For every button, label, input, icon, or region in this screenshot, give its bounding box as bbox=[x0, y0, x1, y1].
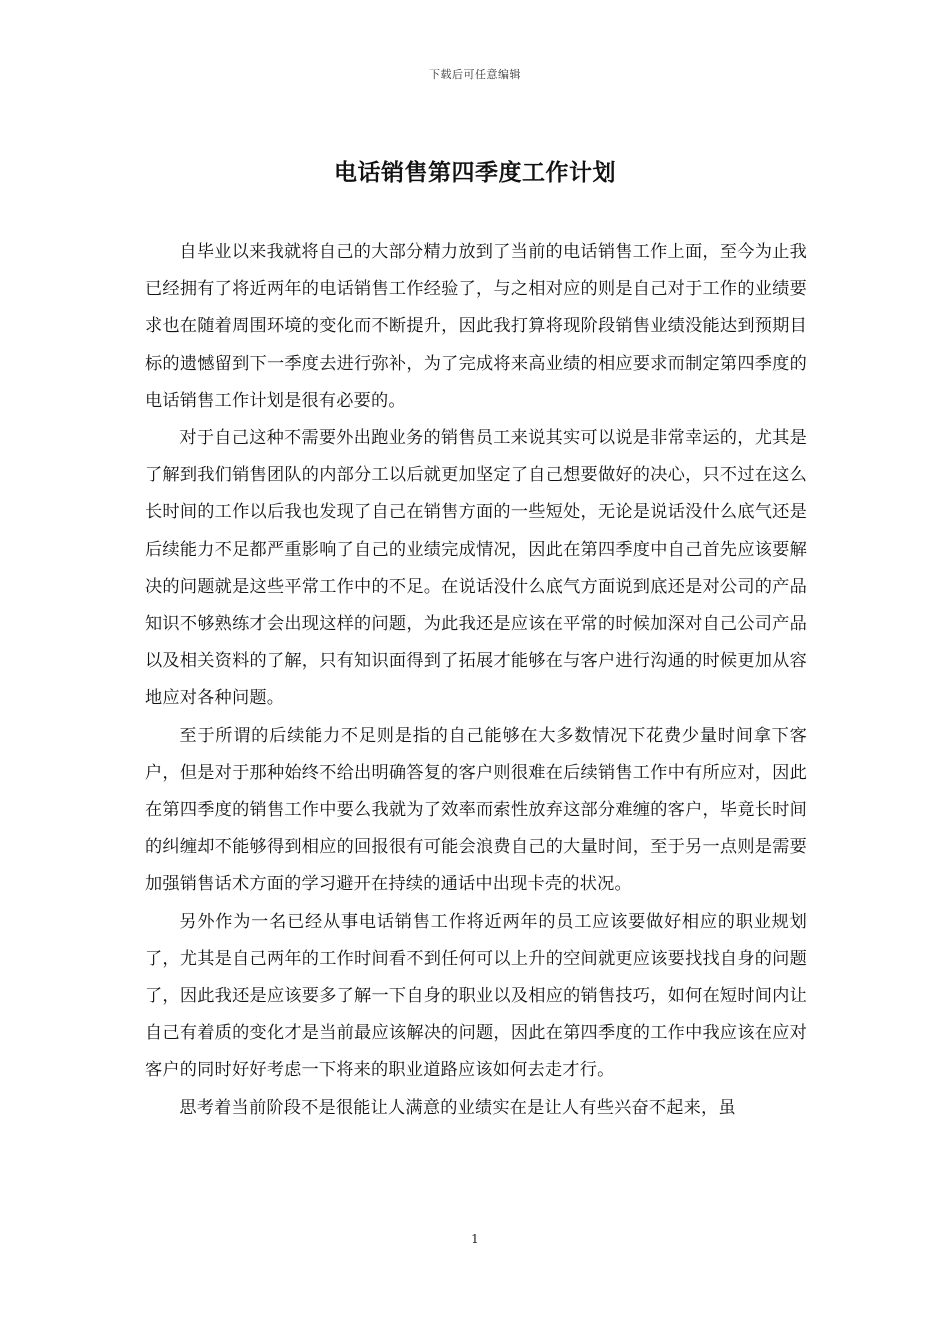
page-number: 1 bbox=[471, 1232, 479, 1246]
document-body bbox=[145, 234, 807, 1127]
paragraph-2: 对于自己这种不需要外出跑业务的销售员工来说其实可以说是非常幸运的，尤其是了解到我们销售团队的内部分工以后就更加坚定了自己想要做好的决心，只不过在这么长时间的工作以后我也发现了自己在销售方面的一些短处，无论是说话没什么底气还是后续能力不足都严重影响了自己的业绩完成情况，因此在第四季度中自己首先应该要解决的问题就是这些平常工作中的不足。在说话没什么底气方面说到底还是对公司的产品知识不够熟练才会出现这样的问题，为此我还是应该在平常的时候加深对自己公司产品以及相关资料的了解，只有知识面得到了拓展才能够在与客户进行沟通的时候更加从容地应对各种问题。 bbox=[145, 428, 807, 709]
paragraph-1: 自毕业以来我就将自己的大部分精力放到了当前的电话销售工作上面，至今为止我已经拥有了将近两年的电话销售工作经验了，与之相对应的则是自己对于工作的业绩要求也在随着周围环境的变化而不断提升，因此我打算将现阶段销售业绩没能达到预期目标的遗憾留到下一季度去进行弥补，为了完成将来高业绩的相应要求而制定第四季度的电话销售工作计划是很有必要的。 bbox=[145, 242, 807, 411]
header-note: 下载后可任意编辑 bbox=[429, 68, 521, 81]
paragraph-5: 思考着当前阶段不是很能让人满意的业绩实在是让人有些兴奋不起来，虽 bbox=[179, 1097, 736, 1118]
paragraph-3: 至于所谓的后续能力不足则是指的自己能够在大多数情况下花费少量时间拿下客户，但是对于那种始终不给出明确答复的客户则很难在后续销售工作中有所应对，因此在第四季度的销售工作中要么我就为了效率而索性放弃这部分难缠的客户，毕竟长时间的纠缠却不能够得到相应的回报很有可能会浪费自己的大量时间，至于另一点则是需要加强销售话术方面的学习避开在持续的通话中出现卡壳的状况。 bbox=[145, 725, 807, 895]
paragraph-4: 另外作为一名已经从事电话销售工作将近两年的员工应该要做好相应的职业规划了，尤其是自己两年的工作时间看不到任何可以上升的空间就更应该要找找自身的问题了，因此我还是应该要多了解一下自身的职业以及相应的销售技巧，如何在短时间内让自己有着质的变化才是当前最应该解决的问题，因此在第四季度的工作中我应该在应对客户的同时好好考虑一下将来的职业道路应该如何去走才行。 bbox=[145, 911, 807, 1081]
document-title: 电话销售第四季度工作计划 bbox=[334, 159, 616, 186]
